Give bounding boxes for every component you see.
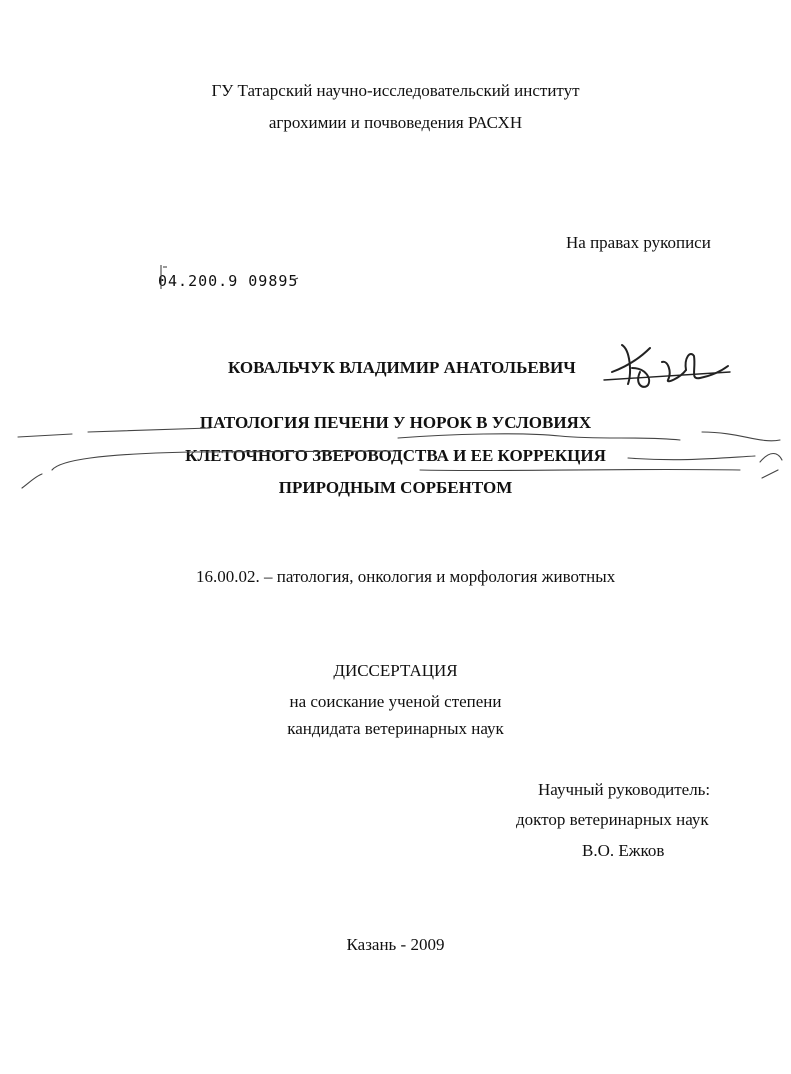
document-type-label: ДИССЕРТАЦИЯ (333, 661, 458, 680)
title-line-1: ПАТОЛОГИЯ ПЕЧЕНИ У НОРОК В УСЛОВИЯХ (199, 413, 592, 432)
author-name: КОВАЛЬЧУК ВЛАДИМИР АНАТОЛЬЕВИЧ (228, 358, 576, 377)
handwritten-signature (604, 345, 730, 387)
specialty-code: 16.00.02. – патология, онкология и морфология животных (196, 567, 616, 586)
supervisor-degree: доктор ветеринарных наук (516, 810, 709, 829)
title-line-2: КЛЕТОЧНОГО ЗВЕРОВОДСТВА И ЕЕ КОРРЕКЦИЯ (185, 446, 606, 465)
rights-notice: На правах рукописи (566, 233, 711, 252)
supervisor-name: В.О. Ежков (582, 841, 665, 860)
title-line-3: ПРИРОДНЫМ СОРБЕНТОМ (278, 478, 513, 497)
institute-name-line-2: агрохимии и почвоведения РАСХН (268, 113, 523, 132)
city-and-year: Казань - 2009 (346, 935, 445, 954)
degree-purpose-line-1: на соискание ученой степени (289, 692, 502, 711)
degree-purpose-line-2: кандидата ветеринарных наук (287, 719, 504, 738)
institute-name-line-1: ГУ Татарский научно-исследовательский институт (211, 81, 580, 100)
registration-number-stamp: 04.200.9 09895 (158, 272, 299, 290)
supervisor-label: Научный руководитель: (538, 780, 711, 799)
